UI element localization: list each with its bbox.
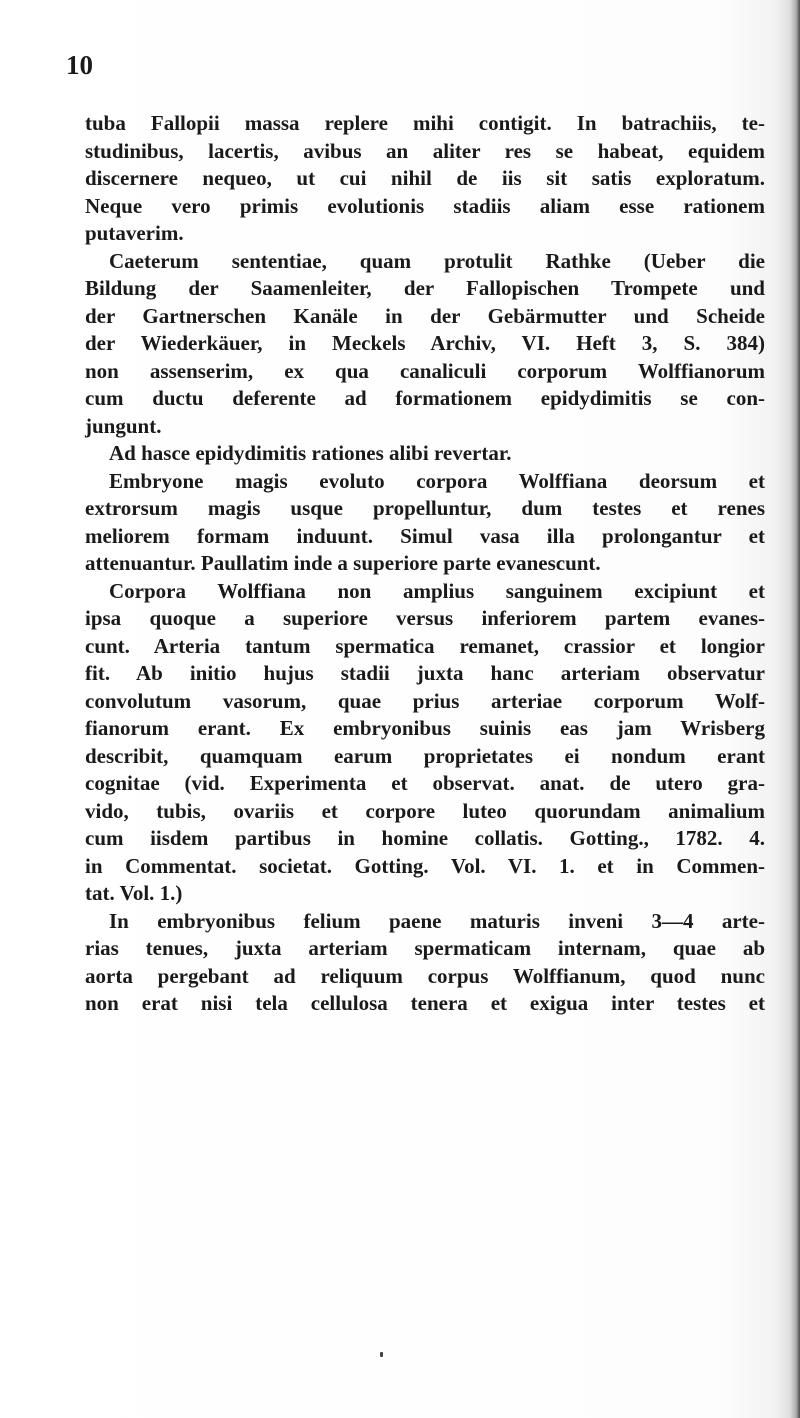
text-line: jungunt. xyxy=(85,413,162,438)
text-line: cunt. Arteria tantum spermatica remanet, crassior et longior xyxy=(85,633,765,658)
paragraph-2 xyxy=(85,248,765,441)
text-line: meliorem formam induunt. Simul vasa illa prolongantur et xyxy=(85,523,765,548)
text-line: attenuantur. Paullatim inde a superiore parte evanescunt. xyxy=(85,551,601,575)
text-line: fit. Ab initio hujus stadii juxta hanc arteriam observatur xyxy=(85,661,765,685)
text-line: Neque vero primis evolutionis stadiis aliam esse rationem xyxy=(85,193,765,218)
text-line: der Gartnerschen Kanäle in der Gebärmutter und Scheide xyxy=(85,303,765,328)
paragraph-4 xyxy=(85,468,765,578)
paragraph-3 xyxy=(85,440,765,468)
text-line: tuba Fallopii massa replere mihi contigit. In batrachiis, te- xyxy=(85,111,765,135)
text-line: describit, quamquam earum proprietates ei nondum erant xyxy=(85,743,765,768)
text-line: vido, tubis, ovariis et corpore luteo quorundam animalium xyxy=(85,798,765,823)
text-line: der Wiederkäuer, in Meckels Archiv, VI. Heft 3, S. 384) xyxy=(85,331,765,355)
page-number: 10 xyxy=(66,50,93,80)
text-line: fianorum erant. Ex embryonibus suinis eas jam Wrisberg xyxy=(85,716,765,740)
text-line: Ad hasce epidydimitis rationes alibi revertar. xyxy=(109,441,512,465)
paragraph-6 xyxy=(85,908,765,1018)
text-line: Corpora Wolffiana non amplius sanguinem excipiunt et xyxy=(109,578,765,603)
ink-speck xyxy=(380,1352,383,1357)
text-line: cum ductu deferente ad formationem epidydimitis se con- xyxy=(85,386,765,410)
text-line: In embryonibus felium paene maturis inveni 3—4 arte- xyxy=(109,908,765,933)
paragraph-5 xyxy=(85,578,765,908)
text-line: Caeterum sententiae, quam protulit Rathke (Ueber die xyxy=(109,248,765,273)
text-line: in Commentat. societat. Gotting. Vol. VI. 1. et in Commen- xyxy=(85,853,765,878)
text-line: Bildung der Saamenleiter, der Fallopischen Trompete und xyxy=(85,276,765,300)
body-text xyxy=(85,110,765,1018)
text-line: putaverim. xyxy=(85,221,184,245)
text-line: aorta pergebant ad reliquum corpus Wolffianum, quod nunc xyxy=(85,963,765,988)
text-line: studinibus, lacertis, avibus an aliter res se habeat, equidem xyxy=(85,138,765,163)
text-line: non erat nisi tela cellulosa tenera et exigua inter testes et xyxy=(85,991,765,1015)
text-line: cum iisdem partibus in homine collatis. Gotting., 1782. 4. xyxy=(85,826,765,850)
text-line: tat. Vol. 1.) xyxy=(85,881,183,905)
paragraph-1 xyxy=(85,110,765,248)
text-line: cognitae (vid. Experimenta et observat. anat. de utero gra- xyxy=(85,771,765,795)
text-line: discernere nequeo, ut cui nihil de iis sit satis exploratum. xyxy=(85,166,765,190)
text-line: Embryone magis evoluto corpora Wolffiana deorsum et xyxy=(109,468,765,493)
text-line: ipsa quoque a superiore versus inferiorem partem evanes- xyxy=(85,606,765,630)
page-edge-shadow xyxy=(790,0,800,1418)
text-line: extrorsum magis usque propelluntur, dum testes et renes xyxy=(85,496,765,520)
text-line: rias tenues, juxta arteriam spermaticam internam, quae ab xyxy=(85,936,765,960)
text-line: non assenserim, ex qua canaliculi corporum Wolffianorum xyxy=(85,358,765,383)
text-line: convolutum vasorum, quae prius arteriae corporum Wolf- xyxy=(85,688,765,713)
